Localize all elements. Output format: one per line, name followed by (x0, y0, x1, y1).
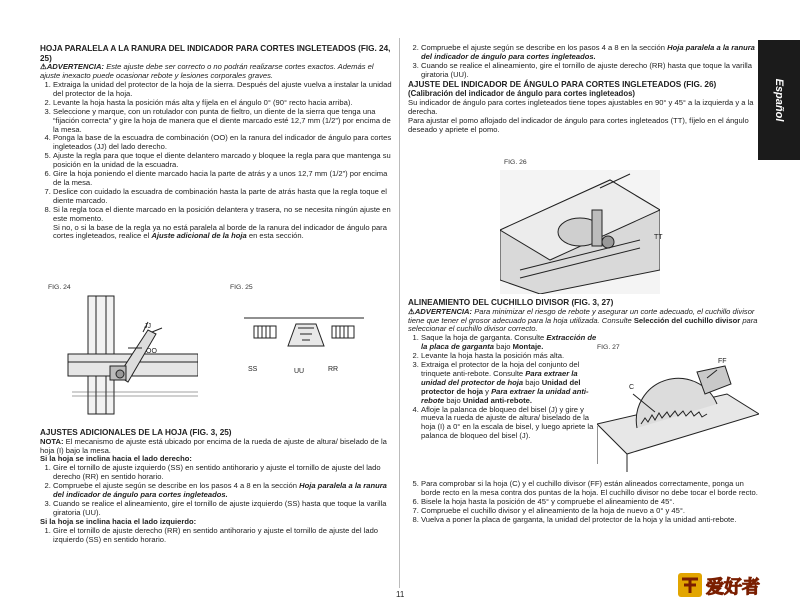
fig26-callout-tt: TT (654, 234, 663, 241)
steps-list-1 (40, 81, 395, 241)
list-item: 7. Compruebe el cuchillo divisor y el alineamiento de la hoja de nuevo a 0° y 45°. (421, 507, 758, 516)
list-item: 1. Gire el tornillo de ajuste izquierdo (SS) en sentido antihorario y ajuste el tornillo de ajuste del lado derecho (RR) en sentido horario. (53, 464, 395, 482)
list-item: 3. Seleccione y marque, con un rotulador con punta de fieltro, un diente de la sierra que tenga una “fijación correcta” y gire la hoja de manera que el diente marcado esté 12,7 mm (1/2”) por encima de la mesa. (53, 108, 395, 135)
fig25-illustration (244, 316, 364, 362)
column-divider (399, 38, 400, 588)
list-item: 4. Ponga la base de la escuadra de combinación (OO) en la ranura del indicador de ángulo para cortes ingleteados (JJ) del lado derecho. (53, 134, 395, 152)
steps-list-riving-knife-continued (408, 480, 758, 525)
section-heading-parallel-blade: HOJA PARALELA A LA RANURA DEL INDICADOR PARA CORTES INGLETEADOS (FIG. 24, 25) (40, 44, 391, 63)
language-tab-label: Español (773, 78, 785, 122)
list-item: 6. Gire la hoja poniendo el diente marcado hacia la parte de atrás y a unos 12,7 mm (1/2”) por encima de la mesa. (53, 170, 395, 188)
list-item: 3. Cuando se realice el alineamiento, gire el tornillo de ajuste derecho (RR) hasta que toque la varilla giratoria (UU). (421, 62, 758, 80)
paragraph-miter-knob: Para ajustar el pomo aflojado del indicador de ángulo para cortes ingleteados (TT), fíjelo en el ángulo deseado y apriete el pomo. (408, 115, 749, 134)
fig25-label: FIG. 25 (230, 284, 253, 291)
note-paragraph: NOTA: El mecanismo de ajuste está ubicado por encima de la rueda de ajuste de altura/ biselado de la hoja (I) bajo la mesa. (40, 436, 387, 455)
list-item: 4. Afloje la palanca de bloqueo del bisel (J) y gire y mueva la rueda de ajuste de altura/ biselado de la hoja (I) a 0° en la escala de bisel, y luego apriete la palanca de bloqueo del bisel (J). (421, 406, 601, 442)
page-number: 11 (396, 590, 405, 599)
list-item: 3. Cuando se realice el alineamiento, gire el tornillo de ajuste izquierdo (SS) hasta que toque la varilla giratoria (UU). (53, 500, 395, 518)
fig25-callout-rr: RR (328, 366, 339, 373)
fig27-callout-ff: FF (718, 358, 727, 365)
steps-list-left-tilt-continued (408, 44, 758, 80)
fig24-illustration (48, 292, 198, 416)
steps-list-right-tilt (40, 464, 395, 517)
list-item: 5. Ajuste la regla para que toque el diente delantero marcado y bloquee la regla para que mantenga su posición en la unidad de la escuadra. (53, 152, 395, 170)
fig24-callout-oo: OO (146, 348, 157, 355)
list-item: 2. Levante la hoja hasta la posición más alta y fíjela en el ángulo 0° (90° recto hacia arriba). (53, 99, 395, 108)
section-subheading-miter-gauge: (Calibración del indicador de ángulo para cortes ingleteados) (408, 89, 636, 99)
fig24-callout-jj: JJ (144, 323, 151, 330)
warning-icon: ⚠ (408, 306, 415, 316)
left-column-lower (40, 428, 395, 544)
warning-paragraph-1: ⚠ADVERTENCIA: Este ajuste debe ser correcto o no podrán realizarse cortes exactos. Además el ajuste inexacto puede ocasionar rebote y lesiones corporales graves. (40, 62, 374, 81)
subheading-left-tilt: Si la hoja se inclina hacia el lado izquierdo: (40, 516, 197, 526)
list-item: 1. Extraiga la unidad del protector de la hoja de la sierra. Después del ajuste vuelva a instalar la unidad del protector de la hoja. (53, 81, 395, 99)
language-tab (758, 40, 800, 160)
fig25-callout-ss: SS (248, 366, 258, 373)
warning-text-1: Este ajuste debe ser correcto o no podrán realizarse cortes exactos. Además el ajuste inexacto puede ocasionar rebote y lesiones corporales graves. (40, 62, 374, 81)
section-heading-riving-knife: ALINEAMIENTO DEL CUCHILLO DIVISOR (FIG. 3, 27) (408, 298, 614, 307)
fig27-callout-c: C (629, 384, 635, 391)
fig27-illustration (597, 354, 759, 472)
fig26-label: FIG. 26 (504, 159, 527, 166)
list-item: 2. Levante la hoja hasta la posición más alta. (421, 352, 601, 361)
left-column (40, 44, 395, 241)
watermark-logo (678, 571, 778, 599)
list-item: 5. Para comprobar si la hoja (C) y el cuchillo divisor (FF) están alineados correctamente, ponga un borde recto en la mesa contra dos puntas de la hoja. El cuchillo divisor no debe tocar el borde recto. (421, 480, 758, 498)
section-heading-additional: AJUSTES ADICIONALES DE LA HOJA (FIG. 3, 25) (40, 428, 232, 437)
subheading-right-tilt: Si la hoja se inclina hacia el lado derecho: (40, 454, 192, 464)
list-item: 8. Si la regla toca el diente marcado en la posición delantera y trasera, no se necesita ningún ajuste en este momento. Si no, o si la base de la regla ya no está paralela al borde de la ranura del indicador de ángulo para cortes ingleteados, realice el Ajuste adicional de la hoja en esta sección. (53, 206, 395, 242)
list-item: 1. Saque la hoja de garganta. Consulte Extracción de la placa de garganta bajo Montaje. (421, 334, 601, 352)
right-column-bottom (408, 480, 758, 525)
warning-paragraph-2: ⚠ADVERTENCIA: Para minimizar el riesgo de rebote y asegurar un corte adecuado, el cuchillo divisor tiene que tener el grosor adecuado para la hoja utilizada. Consulte Selección del cuchillo divisor para seleccionar el cuchillo divisor correcto. (408, 306, 758, 334)
fig27-label: FIG. 27 (597, 344, 620, 351)
right-column (408, 44, 758, 134)
fig25-callout-uu: UU (294, 368, 305, 375)
list-item: 7. Deslice con cuidado la escuadra de combinación hasta la parte de atrás hasta que la regla toque el diente marcado. (53, 188, 395, 206)
paragraph-miter-stops: Su indicador de ángulo para cortes ingleteados tiene topes ajustables en 90° y 45° a la izquierda y a la derecha. (408, 97, 754, 116)
list-item: 2. Compruebe el ajuste según se describe en los pasos 4 a 8 en la sección Hoja paralela a la ranura del indicador de ángulo para cortes ingleteados. (53, 482, 395, 500)
steps-list-left-tilt (40, 527, 395, 545)
list-item: 3. Extraiga el protector de la hoja del conjunto del trinquete anti-rebote. Consulte Para extraer la unidad del protector de hoja bajo Unidad del protector de hoja y Para extraer la unidad anti-rebote bajo Unidad anti-rebote. (421, 361, 601, 406)
list-item: 6. Bisele la hoja hasta la posición de 45° y compruebe el alineamiento de 45°. (421, 498, 758, 507)
steps-list-riving-knife (408, 334, 601, 441)
warning-icon: ⚠ (40, 62, 47, 72)
svg-text:爱好者: 爱好者 (706, 577, 760, 598)
fig26-illustration (500, 170, 660, 294)
fig24-label: FIG. 24 (48, 284, 71, 291)
list-item: 1. Gire el tornillo de ajuste derecho (RR) en sentido antihorario y ajuste el tornillo de ajuste del lado izquierdo (SS) en sentido horario. (53, 527, 395, 545)
list-item: 2. Compruebe el ajuste según se describe en los pasos 4 a 8 en la sección Hoja paralela a la ranura del indicador de ángulo para cortes ingleteados. (421, 44, 758, 62)
section-heading-miter-gauge: AJUSTE DEL INDICADOR DE ÁNGULO PARA CORTES INGLETEADOS (FIG. 26) (408, 79, 717, 89)
list-item: 8. Vuelva a poner la placa de garganta, la unidad del protector de la hoja y la unidad anti-rebote. (421, 516, 758, 525)
